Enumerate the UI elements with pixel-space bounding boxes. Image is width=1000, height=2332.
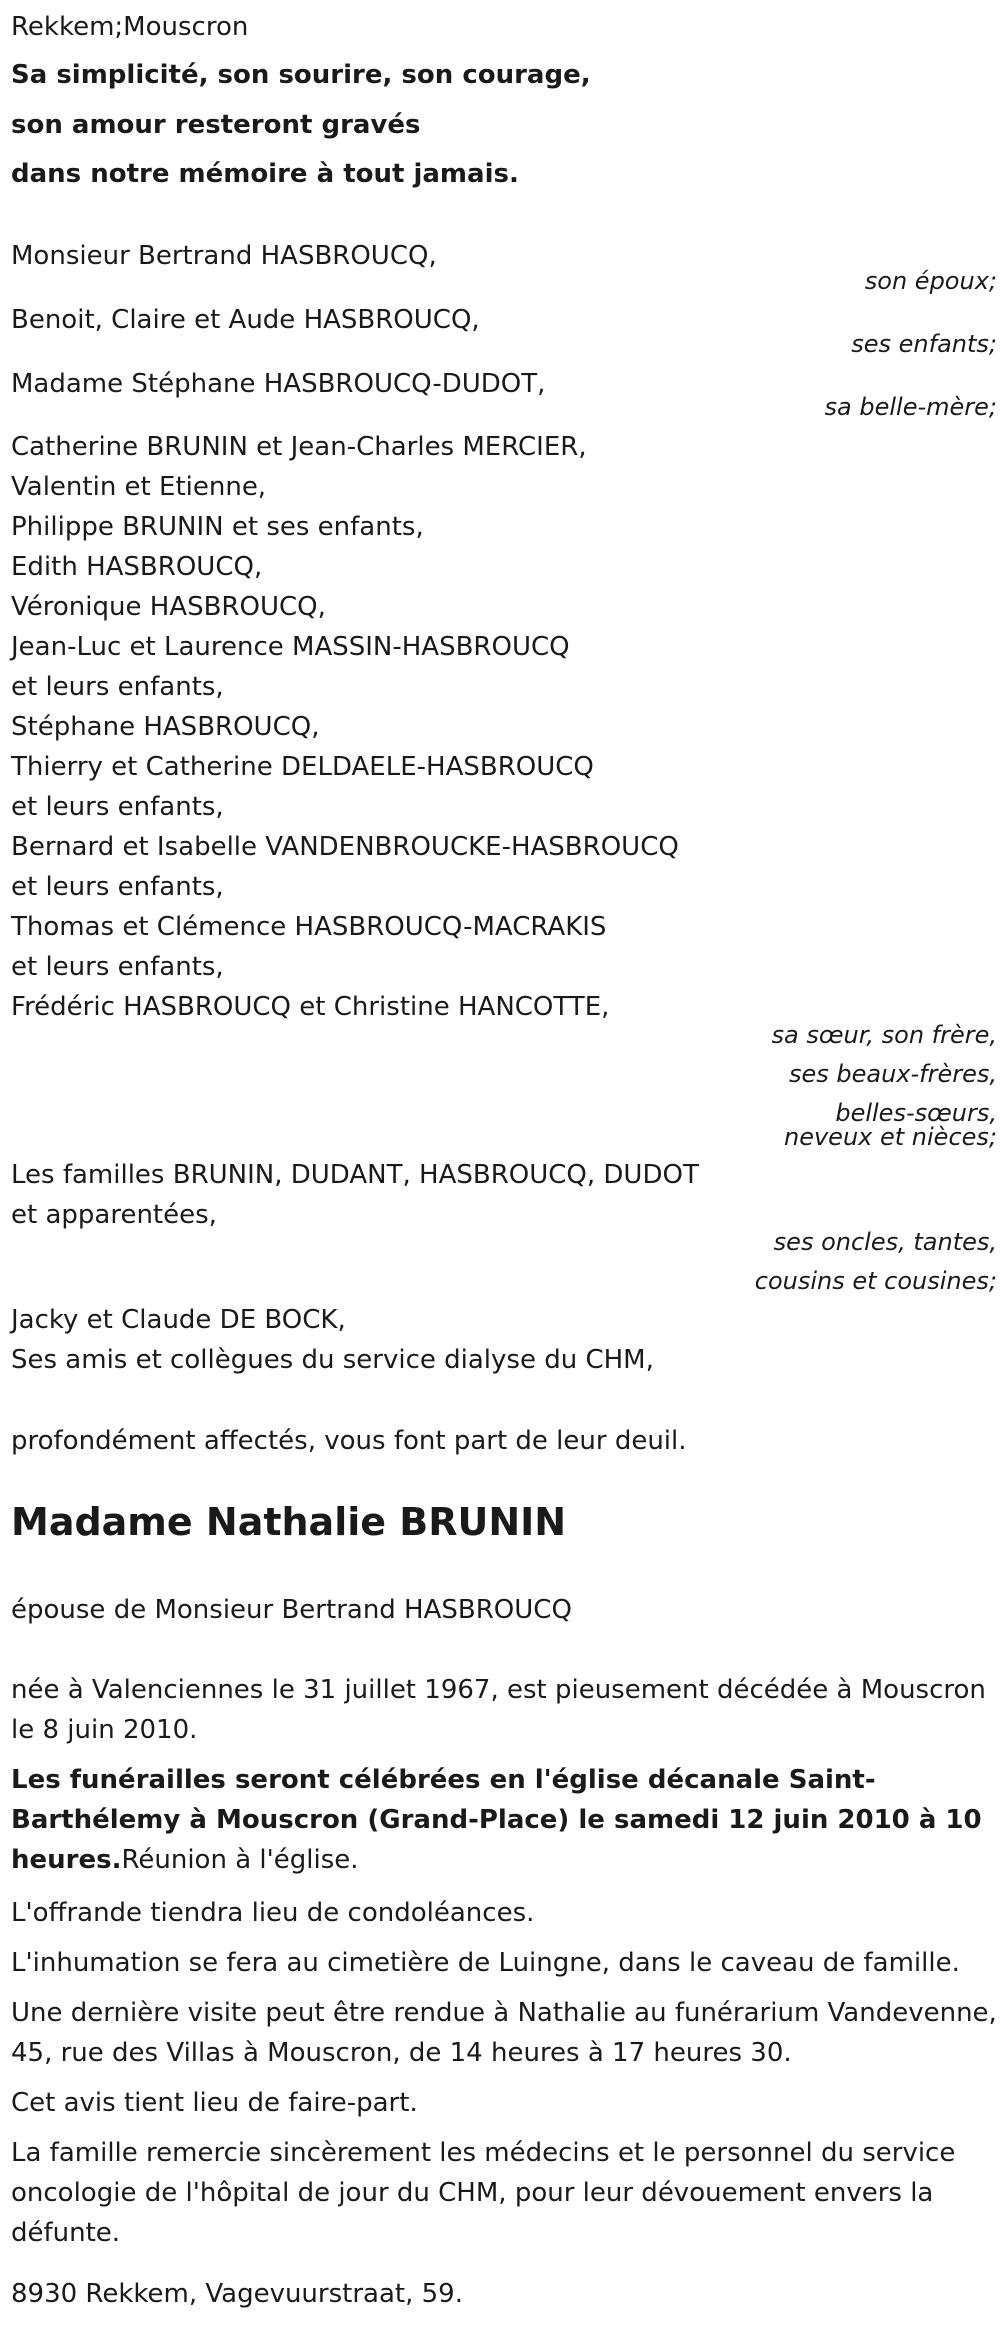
siblings-role: neveux et nièces; [784, 1123, 997, 1151]
sibling-line: Frédéric HASBROUCQ et Christine HANCOTTE, [11, 992, 610, 1022]
sibling-line: et leurs enfants, [11, 872, 224, 902]
funeral-rest-text: Réunion à l'église. [121, 1845, 359, 1875]
sibling-line: Bernard et Isabelle VANDENBROUCKE-HASBROUCQ [11, 832, 679, 862]
sibling-line: et leurs enfants, [11, 792, 224, 822]
sibling-line: Philippe BRUNIN et ses enfants, [11, 512, 424, 542]
deceased-spouse: épouse de Monsieur Bertrand HASBROUCQ [11, 1595, 572, 1625]
birth-death-paragraph: née à Valenciennes le 31 juillet 1967, est pieusement décédée à Mouscron le 8 juin 2010. [11, 1675, 986, 1745]
siblings-role: sa sœur, son frère, [771, 1021, 997, 1049]
family-children-role: ses enfants; [851, 330, 997, 358]
notice-line: Cet avis tient lieu de faire-part. [11, 2088, 418, 2118]
friends-line: Ses amis et collègues du service dialyse du CHM, [11, 1345, 654, 1375]
siblings-role: ses beaux-frères, [788, 1060, 997, 1088]
family-spouse-role: son époux; [864, 267, 997, 295]
deceased-name: Madame Nathalie BRUNIN [11, 1500, 567, 1544]
friends-line: Jacky et Claude DE BOCK, [11, 1305, 346, 1335]
sibling-line: Véronique HASBROUCQ, [11, 592, 326, 622]
sibling-line: Jean-Luc et Laurence MASSIN-HASBROUCQ [11, 632, 570, 662]
sibling-line: Thierry et Catherine DELDAELE-HASBROUCQ [11, 752, 594, 782]
families-line: Les familles BRUNIN, DUDANT, HASBROUCQ, DUDOT [11, 1160, 699, 1190]
families-role: cousins et cousines; [754, 1267, 997, 1295]
offering-line: L'offrande tiendra lieu de condoléances. [11, 1898, 535, 1928]
family-mother-in-law-role: sa belle-mère; [824, 393, 997, 421]
families-line: et apparentées, [11, 1200, 217, 1230]
funeral-paragraph [11, 1760, 999, 1880]
family-children: Benoit, Claire et Aude HASBROUCQ, [11, 305, 480, 335]
sibling-line: Thomas et Clémence HASBROUCQ-MACRAKIS [11, 912, 607, 942]
burial-line: L'inhumation se fera au cimetière de Luingne, dans le caveau de famille. [11, 1948, 960, 1978]
header-location: Rekkem;Mouscron [11, 12, 249, 42]
announcement: profondément affectés, vous font part de leur deuil. [11, 1426, 687, 1456]
siblings-role: belles-sœurs, [835, 1099, 997, 1127]
funeral-bold-text: Les funérailles seront célébrées en l'église décanale Saint-Barthélemy à Mouscron (Grand-Place) le samedi 12 juin 2010 à 10 heures. [11, 1765, 982, 1875]
families-role: ses oncles, tantes, [773, 1228, 997, 1256]
sibling-line: Stéphane HASBROUCQ, [11, 712, 320, 742]
sibling-line: et leurs enfants, [11, 672, 224, 702]
sibling-line: et leurs enfants, [11, 952, 224, 982]
sibling-line: Edith HASBROUCQ, [11, 552, 263, 582]
visit-paragraph: Une dernière visite peut être rendue à Nathalie au funérarium Vandevenne, 45, rue des Villas à Mouscron, de 14 heures à 17 heures 30. [11, 1998, 997, 2068]
quote-line: son amour resteront gravés [11, 110, 421, 140]
thanks-paragraph: La famille remercie sincèrement les médecins et le personnel du service oncologie de l'hôpital de jour du CHM, pour leur dévouement envers la défunte. [11, 2138, 956, 2248]
family-spouse: Monsieur Bertrand HASBROUCQ, [11, 241, 437, 271]
quote-line: dans notre mémoire à tout jamais. [11, 159, 519, 189]
sibling-line: Valentin et Etienne, [11, 472, 267, 502]
address-line: 8930 Rekkem, Vagevuurstraat, 59. [11, 2279, 463, 2309]
sibling-line: Catherine BRUNIN et Jean-Charles MERCIER, [11, 432, 587, 462]
quote-line: Sa simplicité, son sourire, son courage, [11, 60, 591, 90]
family-mother-in-law: Madame Stéphane HASBROUCQ-DUDOT, [11, 369, 546, 399]
